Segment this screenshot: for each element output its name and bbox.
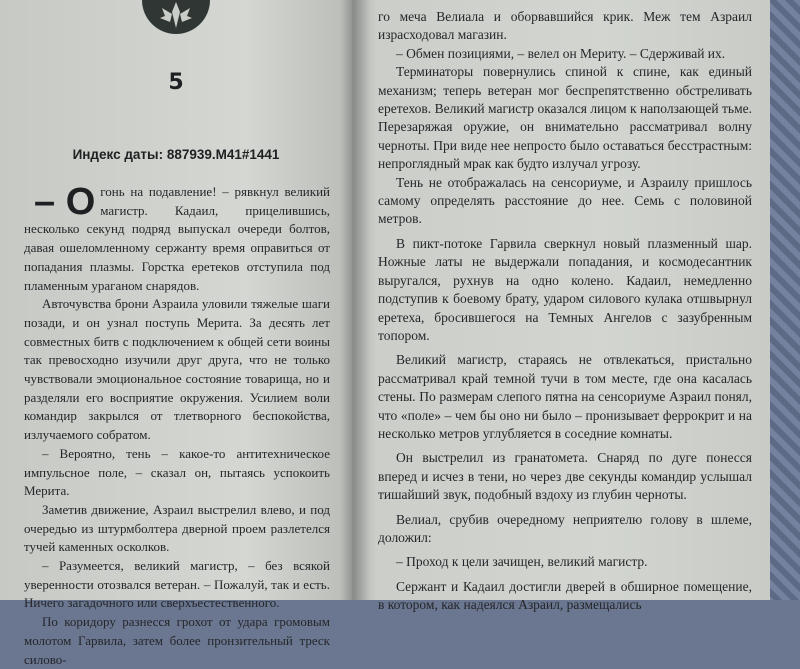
paragraph: Авточувства брони Азраила уловили тяжелые шаги позади, и он узнал поступь Мерита. За десять лет совместных битв с подключением к общей сети воины так превосходно изучили друг друга, что не только чувствовали эмоциональное состояние товарища, но и разделяли его восприятие окружения. Усилием воли командир закрылся от тлетворного беспокойства, излучаемого собратом. xyxy=(24,296,330,443)
paragraph: – Вероятно, тень – какое-то антитехническое импульсное поле, – сказал он, пытаясь успокоить Мерита. xyxy=(24,445,330,499)
paragraph: Великий магистр, стараясь не отвлекаться, пристально рассматривал край темной тучи в том месте, где она касалась стены. По размерам слепого пятна на сенсориуме Азраил понял, что «поле» – чем бы оно ни было – пронизывает феррокрит и на несколько метров углубляется в соседние комнаты. xyxy=(378,352,752,441)
left-page-body xyxy=(24,183,330,669)
chapter-number: 5 xyxy=(168,70,184,95)
paragraph: Тень не отображалась на сенсориуме, и Азраилу пришлось самому определять расстояние до нее. Семь с половиной метров. xyxy=(378,174,752,227)
paragraph: – Обмен позициями, – велел он Мериту. – Сдерживай их. xyxy=(396,45,726,61)
paragraph: го меча Велиала и оборвавшийся крик. Меж тем Азраил израсходовал магазин. xyxy=(378,9,752,43)
opening-paragraph xyxy=(24,183,330,295)
right-page xyxy=(352,0,770,613)
left-page xyxy=(0,0,352,667)
date-index-heading: Индекс даты: 887939.M41#1441 xyxy=(72,147,280,162)
dropcap-letter: – О xyxy=(34,181,96,223)
paragraph: – Разумеется, великий магистр, – без всякой уверенности отозвался ветеран. – Пожалуй, так и есть. Ничего загадочного или сверхъестественного. xyxy=(24,558,330,611)
paragraph: Заметив движение, Азраил выстрелил влево, и под очередью из штурмболтера дверной проем разлетелся тучей каменных осколков. xyxy=(24,501,330,555)
paragraph: В пикт-потоке Гарвила сверкнул новый плазменный шар. Ножные латы не выдержали попадания, и космодесантник выругался, рухнув на одно колено. Кадаил, немедленно подступив к боевому брату, ударом силового кулака отшвырнул еретеха, бросившегося на Темных Ангелов с зазубренным топором. xyxy=(378,235,752,343)
paragraph: Он выстрелил из гранатомета. Снаряд по дуге понесся вперед и исчез в тени, но через две секунды командир услышал тишайший звук, подобный вздоху из глубин черноты. xyxy=(378,450,752,503)
paragraph: Терминаторы повернулись спиной к спине, как единый механизм; теперь ветеран мог беспрепятственно обстреливать еретехов. Великий магистр оказался лицом к наползающей тьме. Перезаряжая оружие, он внимательно рассматривал волну черноты. При виде нее непросто было оставаться бесстрастным: непроглядный мрак как будто излучал угрозу. xyxy=(378,64,752,172)
paragraph: Велиал, срубив очередному неприятелю голову в шлеме, доложил: xyxy=(378,511,752,545)
winged-emblem-icon xyxy=(142,0,210,34)
opening-paragraph-text: гонь на подавление! – рявкнул великий магистр. Кадаил, прицелившись, несколько секунд подряд выпускал очереди болтов, давая ошеломленному сержанту время оправиться от попадания плазмы. Горстка еретеков отступила под пламенным ураганом снарядов. xyxy=(24,184,330,293)
paragraph: Сержант и Кадаил достигли дверей в обширное помещение, в котором, как надеялся Азраил, размещались xyxy=(378,578,752,613)
paragraph: – Проход к цели зачищен, великий магистр. xyxy=(396,554,648,570)
paragraph: По коридору разнесся грохот от удара громовым молотом Гарвила, затем более пронзительный треск силово- xyxy=(24,614,330,667)
right-page-body xyxy=(378,8,752,615)
